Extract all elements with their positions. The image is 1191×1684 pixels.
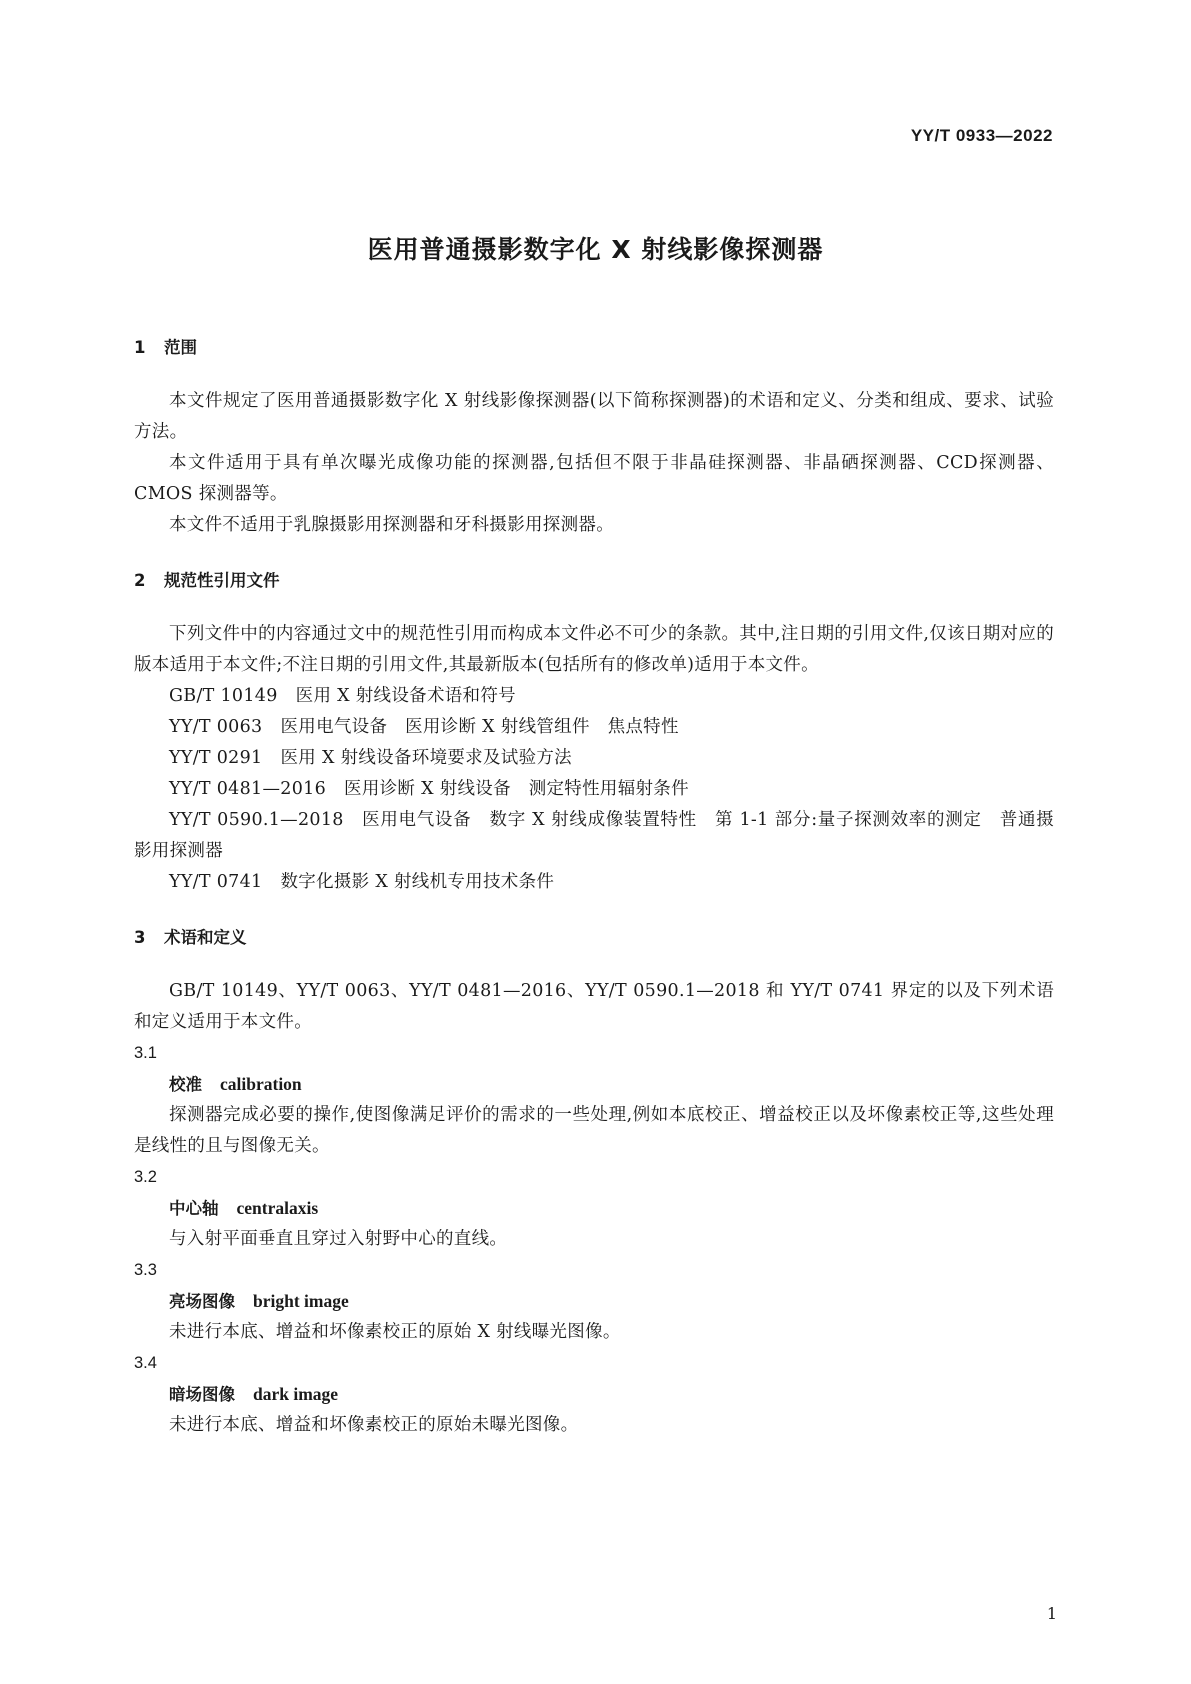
- section-title: 术语和定义: [164, 928, 247, 947]
- reference-title: 数字化摄影 X 射线机专用技术条件: [280, 872, 555, 892]
- reference-item: [134, 681, 1054, 712]
- term-name: [134, 1069, 1054, 1100]
- reference-code: GB/T 10149: [169, 686, 278, 706]
- reference-code: YY/T 0063: [169, 717, 263, 737]
- reference-title: 医用电气设备 数字 X 射线成像装置特性 第 1-1 部分:量子探测效率的测定 普通摄影用探测器: [134, 810, 1055, 861]
- term-chinese: 亮场图像: [169, 1292, 235, 1311]
- term-english: bright image: [253, 1291, 349, 1311]
- reference-title: 医用 X 射线设备术语和符号: [295, 686, 516, 706]
- section-scope: [134, 330, 1054, 541]
- term-chinese: 中心轴: [169, 1199, 219, 1218]
- paragraph: 本文件不适用于乳腺摄影用探测器和牙科摄影用探测器。: [169, 515, 614, 535]
- section-terms-definitions: [134, 920, 1054, 1441]
- term-definition: 与入射平面垂直且穿过入射野中心的直线。: [169, 1229, 508, 1249]
- paragraph: 本文件适用于具有单次曝光成像功能的探测器,包括但不限于非晶硅探测器、非晶硒探测器、CCD探测器、CMOS 探测器等。: [134, 453, 1054, 504]
- term-entry: [134, 1038, 1054, 1162]
- term-definition: 未进行本底、增益和坏像素校正的原始未曝光图像。: [169, 1415, 579, 1435]
- term-english: calibration: [220, 1074, 302, 1094]
- paragraph: 下列文件中的内容通过文中的规范性引用而构成本文件必不可少的条款。其中,注日期的引用文件,仅该日期对应的版本适用于本文件;不注日期的引用文件,其最新版本(包括所有的修改单)适用于本文件。: [134, 624, 1054, 675]
- reference-item: [134, 805, 1054, 867]
- section-heading: [134, 920, 1054, 956]
- reference-code: YY/T 0741: [169, 872, 263, 892]
- term-chinese: 校准: [169, 1075, 202, 1094]
- reference-code: YY/T 0291: [169, 748, 263, 768]
- term-chinese: 暗场图像: [169, 1385, 235, 1404]
- reference-title: 医用诊断 X 射线设备 测定特性用辐射条件: [344, 779, 689, 799]
- term-entry: [134, 1255, 1054, 1348]
- reference-item: [134, 867, 1054, 898]
- term-number: 3.2: [134, 1168, 157, 1186]
- term-number: 3.3: [134, 1261, 157, 1279]
- reference-item: [134, 743, 1054, 774]
- term-definition: 探测器完成必要的操作,使图像满足评价的需求的一些处理,例如本底校正、增益校正以及坏像素校正等,这些处理是线性的且与图像无关。: [134, 1105, 1054, 1156]
- paragraph: GB/T 10149、YY/T 0063、YY/T 0481—2016、YY/T 0590.1—2018 和 YY/T 0741 界定的以及下列术语和定义适用于本文件。: [134, 981, 1054, 1032]
- section-number: 1: [134, 338, 146, 357]
- term-english: centralaxis: [236, 1198, 319, 1218]
- section-title: 范围: [164, 338, 197, 357]
- reference-code: YY/T 0481—2016: [169, 779, 327, 799]
- reference-code: YY/T 0590.1—2018: [169, 810, 344, 830]
- standard-code-header: YY/T 0933—2022: [910, 126, 1053, 145]
- section-heading: [134, 563, 1054, 599]
- term-number: 3.4: [134, 1354, 157, 1372]
- section-number: 3: [134, 928, 146, 947]
- term-definition: 未进行本底、增益和坏像素校正的原始 X 射线曝光图像。: [169, 1322, 621, 1342]
- term-name: [134, 1286, 1054, 1317]
- document-body: [134, 330, 1054, 1463]
- term-name: [134, 1379, 1054, 1410]
- section-heading: [134, 330, 1054, 366]
- section-normative-references: [134, 563, 1054, 898]
- document-title: 医用普通摄影数字化 X 射线影像探测器: [367, 235, 824, 264]
- section-number: 2: [134, 571, 146, 590]
- term-entry: [134, 1348, 1054, 1441]
- term-entry: [134, 1162, 1054, 1255]
- term-number: 3.1: [134, 1044, 157, 1062]
- term-name: [134, 1193, 1054, 1224]
- reference-title: 医用 X 射线设备环境要求及试验方法: [280, 748, 572, 768]
- reference-item: [134, 774, 1054, 805]
- paragraph: 本文件规定了医用普通摄影数字化 X 射线影像探测器(以下简称探测器)的术语和定义、分类和组成、要求、试验方法。: [134, 391, 1054, 442]
- page-number: 1: [1046, 1604, 1057, 1623]
- section-title: 规范性引用文件: [164, 571, 280, 590]
- term-english: dark image: [253, 1384, 339, 1404]
- reference-title: 医用电气设备 医用诊断 X 射线管组件 焦点特性: [280, 717, 679, 737]
- reference-item: [134, 712, 1054, 743]
